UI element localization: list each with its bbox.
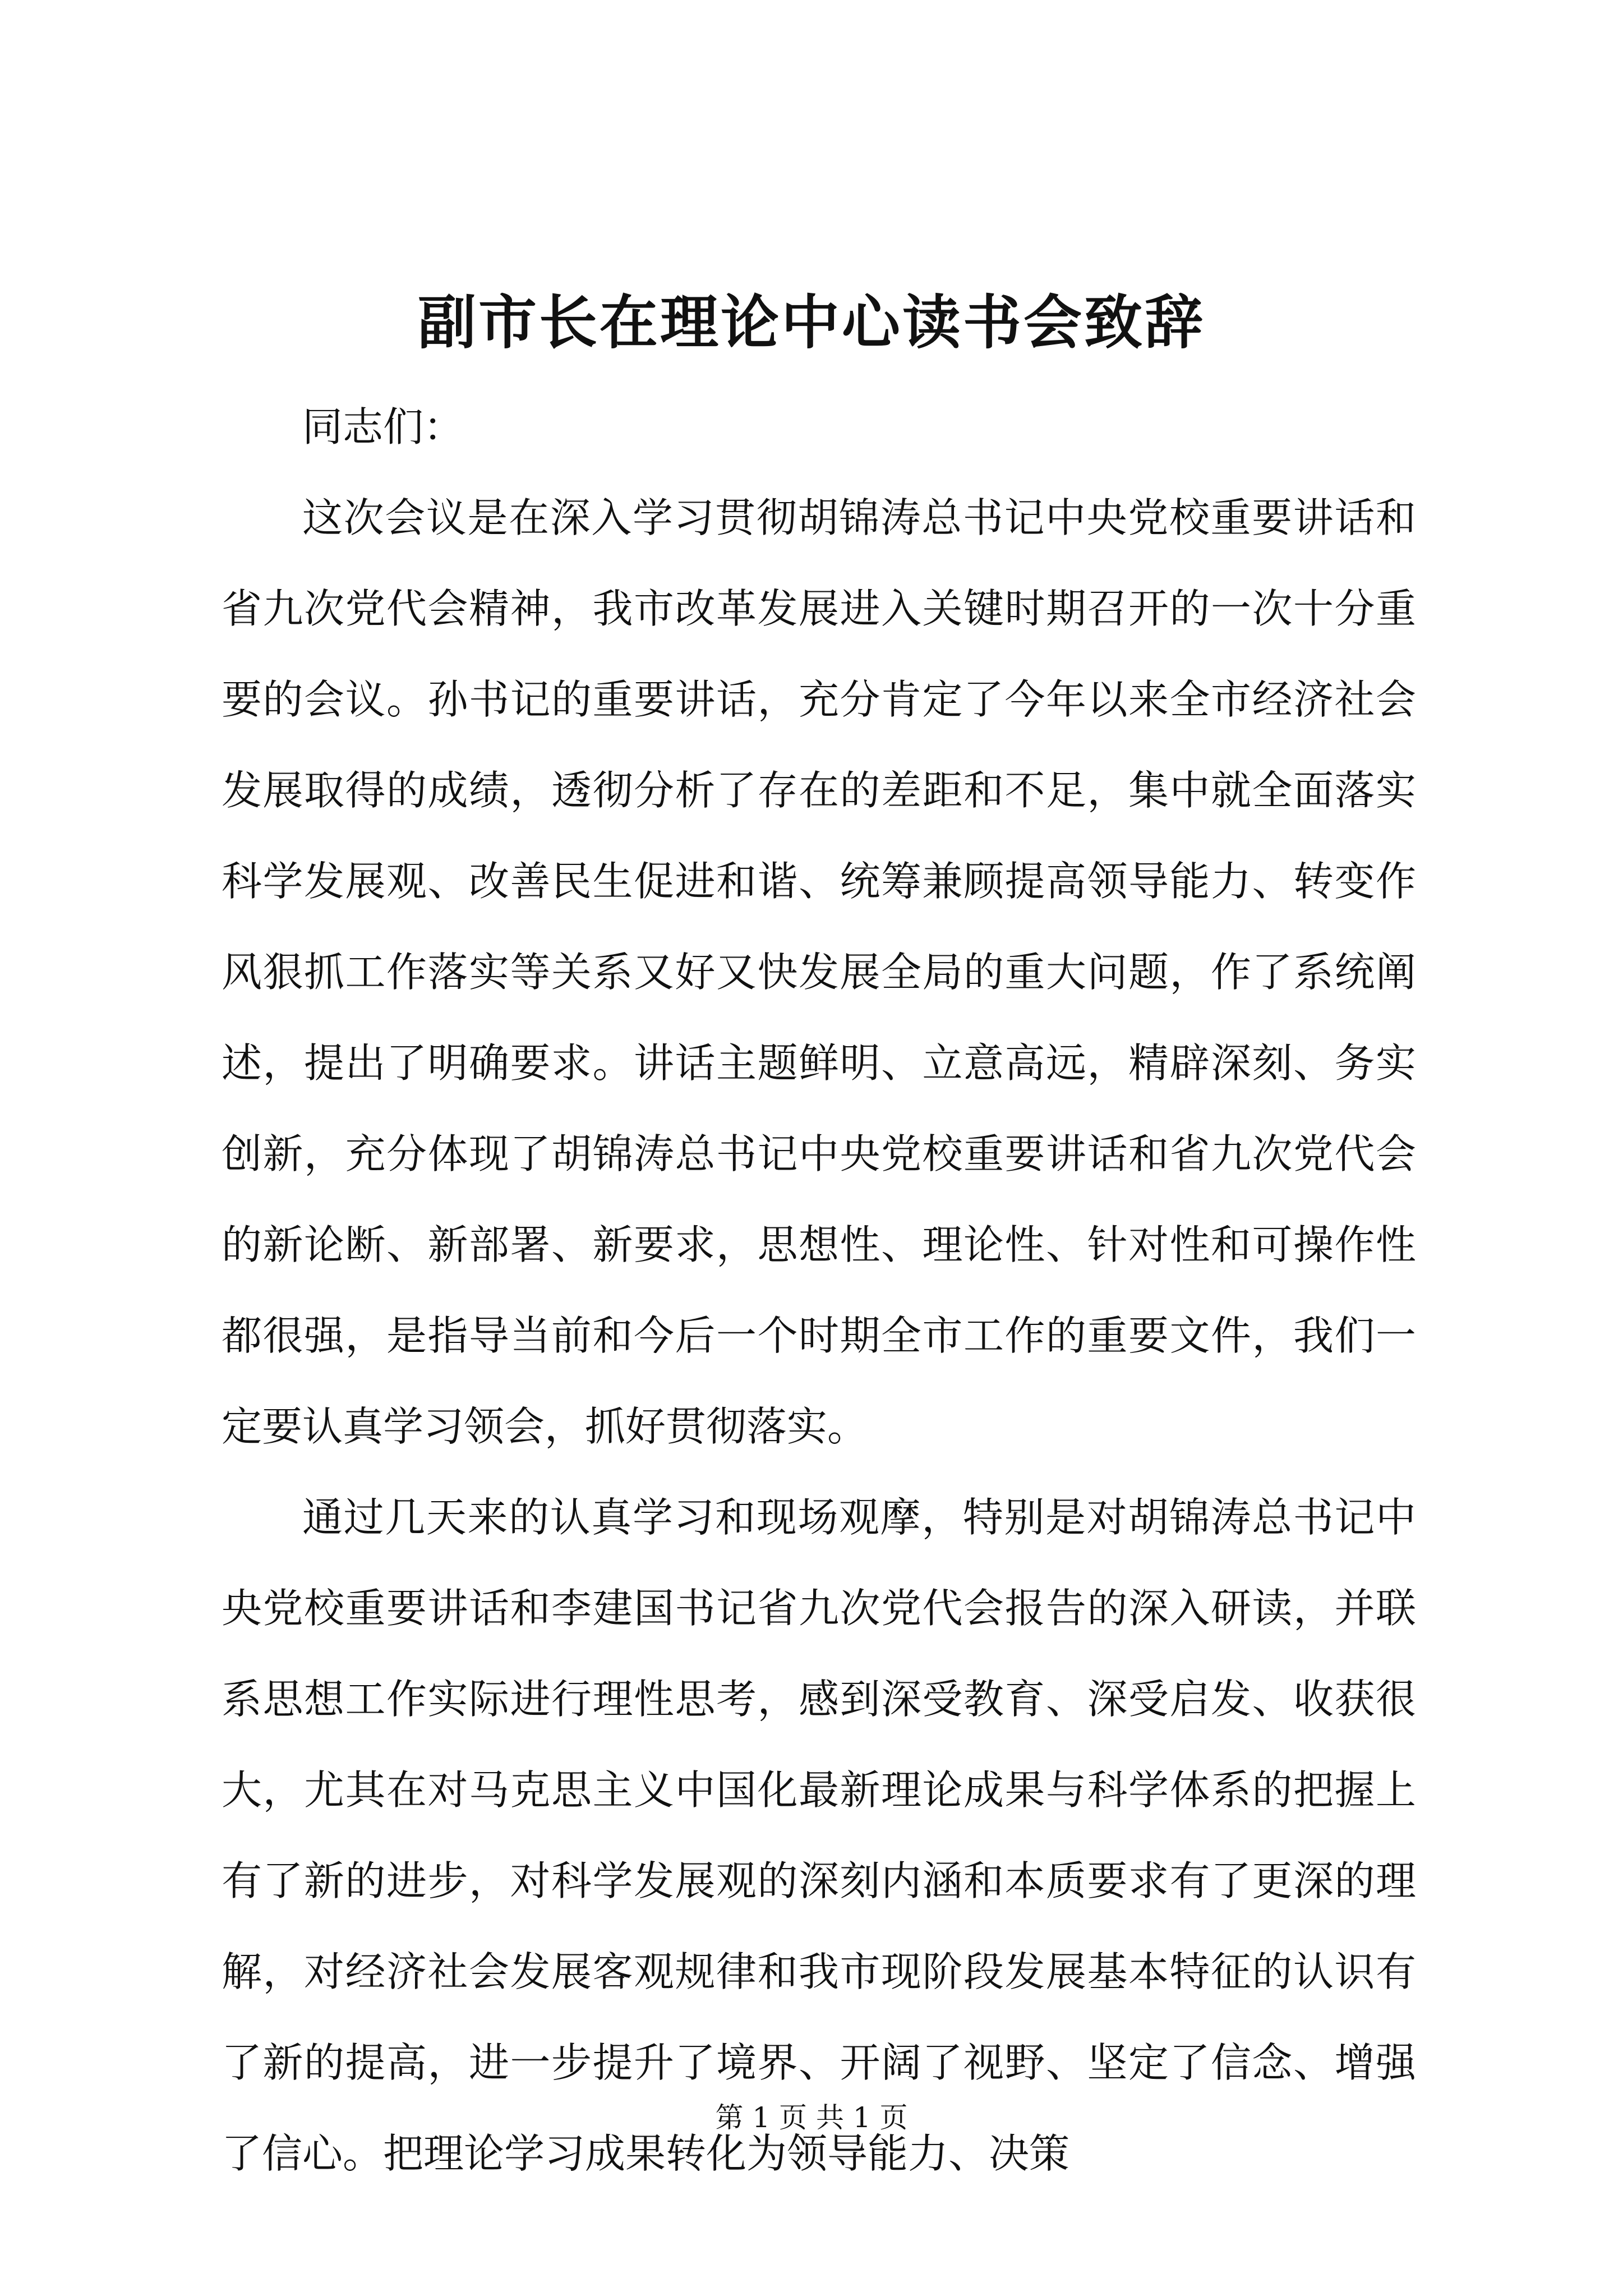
document-title: 副市长在理论中心读书会致辞 [417,288,1205,357]
page-number-footer: 第 1 页 共 1 页 [715,2101,908,2134]
salutation: 同志们： [302,403,464,450]
paragraph-1: 这次会议是在深入学习贯彻胡锦涛总书记中央党校重要讲话和省九次党代会精神，我市改革发展进入关键时期召开的一次十分重要的会议。孙书记的重要讲话，充分肯定了今年以来全市经济社会发展取得的成绩，透彻分析了存在的差距和不足，集中就全面落实科学发展观、改善民生促进和谐、统筹兼顾提高领导能力、转变作风狠抓工作落实等关系又好又快发展全局的重大问题，作了系统阐述，提出了明确要求。讲话主题鲜明、立意高远，精辟深刻、务实创新，充分体现了胡锦涛总书记中央党校重要讲话和省九次党代会的新论断、新部署、新要求，思想性、理论性、针对性和可操作性都很强，是指导当前和今后一个时期全市工作的重要文件，我们一定要认真学习领会，抓好贯彻落实。 [222,494,1416,1450]
document-body [222,381,1416,2199]
paragraph-2: 通过几天来的认真学习和现场观摩，特别是对胡锦涛总书记中央党校重要讲话和李建国书记省九次党代会报告的深入研读，并联系思想工作实际进行理性思考，感到深受教育、深受启发、收获很大，尤其在对马克思主义中国化最新理论成果与科学体系的把握上有了新的进步，对科学发展观的深刻内涵和本质要求有了更深的理解，对经济社会发展客观规律和我市现阶段发展基本特征的认识有了新的提高，进一步提升了境界、开阔了视野、坚定了信念、增强了信心。把理论学习成果转化为领导能力、决策 [222,1494,1416,2177]
